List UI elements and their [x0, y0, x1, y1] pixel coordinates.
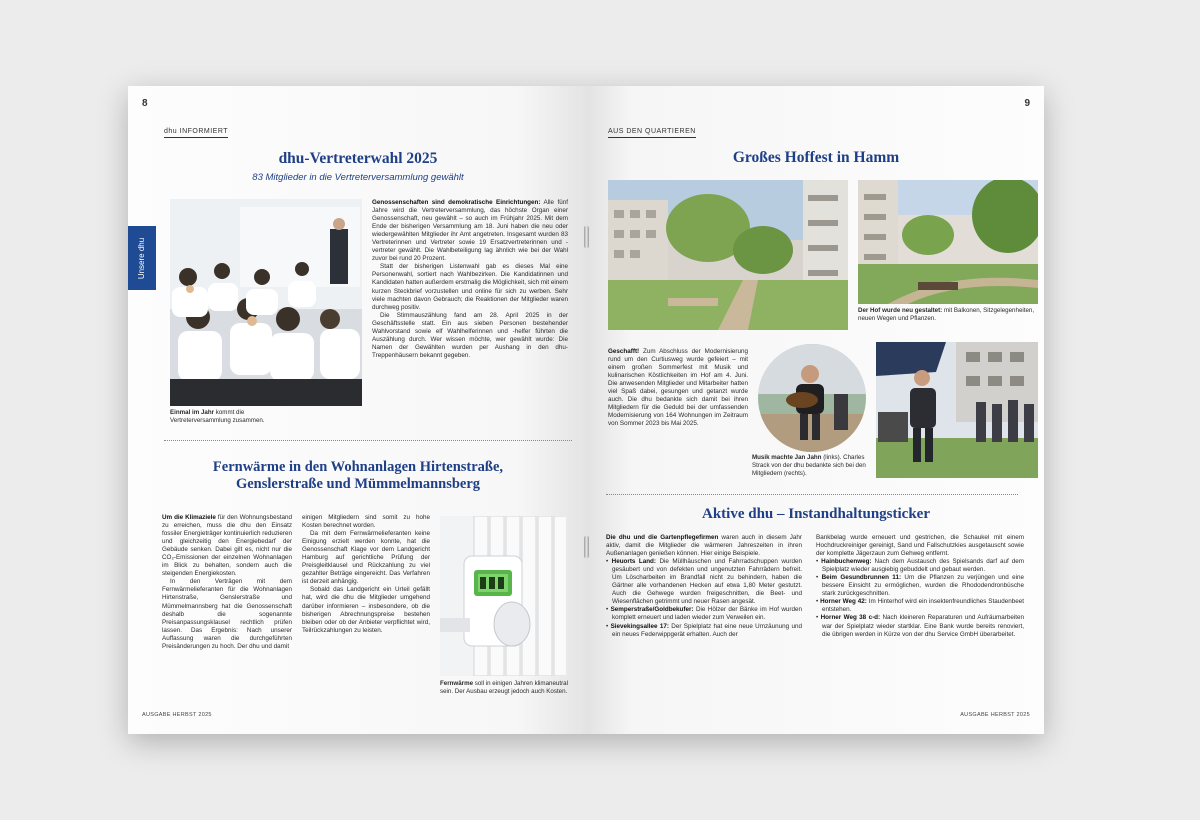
speaker-illustration [876, 342, 1038, 478]
footer-left: AUSGABE HERBST 2025 [142, 712, 212, 718]
article-title-vertreterwahl: dhu-Vertreterwahl 2025 [278, 150, 438, 167]
intro-text-instandhaltung: waren auch in diesem Jahr aktiv, damit die Mitglieder die wärmeren Jahreszeiten in ihren Außenanlagen genießen können. Hier einige Beispiele. [606, 534, 802, 558]
lead-bold-fernwaerme: Um die Klimaziele [162, 514, 216, 521]
courtyard-photo-1 [608, 180, 848, 330]
staple-bottom [584, 536, 589, 558]
list-item-text: Die Hölzer der Bänke im Hof wurden komplett erneuert und laden wieder zum Verweilen ein. [612, 606, 802, 622]
caption-vertreterwahl-text: kommt die Vertreterversammlung zusammen. [170, 409, 265, 424]
paragraph-5-fernwaerme: Sobald das Landgericht ein Urteil gefällt hat, wird die dhu die Mitglieder umgehend darüber informieren – insbesondere, ob die bisherigen Abrechnungspreise bestehen bleiben oder ob der Anbieter verpflichtet wird, Teilrückzahlungen zu leisten. [302, 586, 430, 634]
list-item-text: Um die Pflanzen zu verjüngen und eine bessere Einsicht zu ermöglichen, wurden die Rhododendronbüsche stark zurückgeschnitten. [822, 574, 1024, 598]
article-title-fernwaerme: Fernwärme in den Wohnanlagen Hirtenstraße, Genslerstraße und Mümmelmannsberg [212, 459, 504, 492]
musician-illustration [758, 344, 866, 452]
list-item-title: Horner Weg 38 c-d: [820, 614, 881, 622]
speaker-photo [876, 342, 1038, 478]
list-item-title: Horner Weg 42: [820, 598, 867, 606]
lead-text-fernwaerme: für den Wohnungsbestand zu erreichen, muss die dhu den Einsatz fossiler Energieträger kontinuierlich reduzieren und gleichzeitig den Energiebedarf der Gebäude senken. Dabei gilt es, nicht nur die CO₂-Emissionen der einzelnen Wohnanlagen im Blick zu behalten, sondern auch die steigenden Energiekosten. [162, 514, 292, 578]
caption-hoffest-1-text: mit Balkonen, Sitzgelegenheiten, neuen Wegen und Pflanzen. [858, 307, 1035, 322]
section-divider-left [164, 440, 572, 441]
staple-top [584, 226, 589, 248]
section-label-right: AUS DEN QUARTIEREN [608, 128, 696, 138]
article-title-hoffest: Großes Hoffest in Hamm [732, 149, 900, 166]
ticker-list-left [606, 558, 802, 638]
list-item: • Heuorts Land: Die Müllhäuschen und Fahrradschuppen wurden gesäubert und von defekten und ungenutzten Fahrrädern befreit. Um Löscharbeiten im Brandfall nicht zu behindern, haben die Gärtner alle vorhandenen Hecken auf etwa 1,80 Meter gestutzt. Auch die Gehwege wurden freigeschnitten, die Beet- und Wiesenflächen getrimmt und neuer Rasen angesät. [606, 558, 802, 606]
list-item-title: Beim Gesundbrunnen 11: [821, 574, 902, 582]
intro-bold-instandhaltung: Die dhu und die Gartenpflegefirmen [606, 534, 719, 541]
caption-hoffest-1-bold: Der Hof wurde neu gestaltet: [858, 307, 943, 314]
caption-fernwaerme-bold: Fernwärme [440, 680, 474, 687]
page-number-right: 9 [1024, 98, 1030, 109]
ticker-list-right [816, 558, 1024, 638]
caption-vertreterwahl [170, 409, 300, 425]
article-body-instandhaltung-col2 [816, 534, 1024, 702]
conference-photo [170, 199, 362, 406]
list-item: • Semperstraße/Goldbekufer: Die Hölzer der Bänke im Hof wurden komplett erneuert und laden wieder zum Verweilen ein. [606, 606, 802, 622]
article-body-instandhaltung-col1 [606, 534, 802, 702]
caption-fernwaerme [440, 680, 568, 696]
list-item: • Beim Gesundbrunnen 11: Um die Pflanzen zu verjüngen und eine bessere Einsicht zu ermöglichen, wurden die Rhododendronbüsche stark zurückgeschnitten. [816, 574, 1024, 598]
caption-hoffest-2-text: (links). Charles Strack von der dhu bedankte sich bei den Mitgliedern (rechts). [752, 454, 866, 477]
courtyard-illustration-1 [608, 180, 848, 330]
ticker-continuation: Bankbelag wurde erneuert und gestrichen, die Schaukel mit einem Hochdruckreiniger gereinigt, Sand und Fallschutzkies ausgetauscht sowie der komplette Jägerzaun zum Gehweg entfernt. [816, 534, 1024, 558]
footer-right: AUSGABE HERBST 2025 [960, 712, 1030, 718]
radiator-thermostat-illustration [440, 516, 566, 676]
list-item-title: Semperstraße/Goldbekufer: [610, 606, 694, 614]
list-item-title: Hainbuchenweg: [821, 558, 872, 566]
lead-bold-vertreterwahl: Genossenschaften sind demokratische Einrichtungen: [372, 199, 541, 206]
courtyard-photo-2 [858, 180, 1038, 304]
list-item-text: Im Hinterhof wird ein insektenfreundliches Staudenbeet entstehen. [822, 598, 1024, 614]
caption-vertreterwahl-bold: Einmal im Jahr [170, 409, 215, 416]
paragraph-2-vertreterwahl: Statt der bisherigen Listenwahl gab es dieses Mal eine Personenwahl, sortiert nach Wahlbezirken. Die Kandidatinnen und Kandidaten hatten außerdem erstmalig die Möglichkeit, sich mit einem kurzen Steckbrief vorzustellen und online für sich zu werben. Sehr viele machten davon Gebrauch; die Reaktionen der Mitglieder waren durchweg positiv. [372, 263, 568, 311]
caption-fernwaerme-text: soll in einigen Jahren klimaneutral sein. Der Ausbau erzeugt jedoch auch Kosten. [440, 680, 568, 695]
side-tab-label: Unsere dhu [137, 237, 147, 279]
caption-hoffest-1 [858, 307, 1036, 323]
paragraph-3-fernwaerme: einigen Mitgliedern sind somit zu hohe Kosten berechnet worden. [302, 514, 430, 530]
article-body-vertreterwahl [372, 199, 568, 419]
list-item-title: Sievekingsallee 17: [610, 622, 669, 630]
left-page [128, 86, 586, 734]
list-item-text: Die Müllhäuschen und Fahrradschuppen wurden gesäubert und von defekten und ungenutzten Fahrrädern befreit. Um Löscharbeiten im Brandfall nicht zu behindern, haben die Gärtner alle vorhandenen Hecken auf etwa 1,80 Meter gestutzt. Auch die Gehwege wurden freigeschnitten, die Beet- und Wiesenflächen getrimmt und neuer Rasen angesät. [612, 558, 802, 606]
list-item-text: Nach kleineren Reparaturen und Aufräumarbeiten war der Spielplatz wieder startklar. Eine Bank wurde bereits renoviert, die übrigen werden in Kürze von der dhu Service GmbH überarbeitet. [822, 614, 1024, 638]
paragraph-2-fernwaerme: In den Verträgen mit dem Fernwärmelieferanten für die Wohnanlagen Hirtenstraße, Genslerstraße und Mümmelmannsberg hat die Genossenschaft deshalb die sogenannte Preisanpassungsklausel rechtlich prüfen lassen. Das Ergebnis: Nach unserer Auffassung waren die durchgeführten Preisänderungen zu hoch. Der dhu und damit [162, 578, 292, 650]
magazine-spread [128, 86, 1044, 734]
section-label-left: dhu INFORMIERT [164, 128, 228, 138]
article-subtitle-vertreterwahl: 83 Mitglieder in die Vertreterversammlung gewählt [252, 172, 464, 183]
section-divider-right [606, 494, 1018, 495]
radiator-photo [440, 516, 566, 676]
caption-hoffest-2-bold: Musik machte Jan Jahn [752, 454, 822, 461]
list-item: • Horner Weg 42: Im Hinterhof wird ein insektenfreundliches Staudenbeet entstehen. [816, 598, 1024, 614]
conference-illustration [170, 199, 362, 406]
article-body-fernwaerme-col1 [162, 514, 292, 698]
right-page [586, 86, 1044, 734]
courtyard-illustration-2 [858, 180, 1038, 304]
list-item: • Sievekingsallee 17: Der Spielplatz hat eine neue Umzäunung und ein neues Federwippgerät erhalten. Auch der [606, 622, 802, 638]
body-bold-hoffest: Geschafft! [608, 348, 640, 355]
list-item-text: Nach dem Austausch des Spielsands darf auf dem Spielplatz wieder ausgiebig gebuddelt und gebaut werden. [822, 558, 1024, 574]
paragraph-3-vertreterwahl: Die Stimmauszählung fand am 28. April 2025 in der Geschäftsstelle statt. Ein aus sieben Personen bestehender Wahlvorstand sowie elf Wahlhelferinnen und -helfer führten die Auszählung durch. Wer wissen möchte, wer gewählt wurde: Die Namen der Gewählten wurden per Aushang in den dhu-Treppenhäusern bekannt gegeben. [372, 311, 568, 359]
list-item-text: Der Spielplatz hat eine neue Umzäunung und ein neues Federwippgerät erhalten. Auch der [612, 622, 802, 638]
body-text-hoffest: Zum Abschluss der Modernisierung rund um den Curtiusweg wurde gefeiert – mit einem großen Sommerfest mit Musik und kulinarischen Köstlichkeiten im Hof am 4. Juni. Die anwesenden Mitglieder und Mitarbeiter hatten viel Spaß dabei, gesungen und getanzt wurde auch. Die dhu bedankte sich damit bei ihren Mitgliedern für die Geduld bei der umfassenden Modernisierung von 164 Wohnungen im Zeitraum von Sommer 2023 bis Mai 2025. [608, 348, 748, 428]
list-item-title: Heuorts Land: [611, 558, 657, 566]
article-body-fernwaerme-col2 [302, 514, 430, 698]
side-tab [128, 226, 156, 290]
paragraph-4-fernwaerme: Da mit dem Fernwärmelieferanten keine Einigung erzielt werden konnte, hat die Genossenschaft Klage vor dem Landgericht Hamburg auf gerichtliche Prüfung der Preisgleitklausel und Rückzahlung zu viel gezahlter Beträge eingereicht. Das Verfahren ist derzeit anhängig. [302, 530, 430, 586]
list-item: • Hainbuchenweg: Nach dem Austausch des Spielsands darf auf dem Spielplatz wieder ausgiebig gebuddelt und gebaut werden. [816, 558, 1024, 574]
lead-text-vertreterwahl: Alle fünf Jahre wird die Vertreterversammlung, das höchste Organ einer Genossenschaft, neu gewählt – so auch im Frühjahr 2025. Mit dem Ende der bisherigen Versammlung am 18. Juni haben die neu oder wiedergewählten Mitglieder ihr Amt angetreten. Insgesamt wurden 83 Vertreterinnen und Vertreter sowie 19 Ersatzvertreterinnen und -vertreter gewählt. Die Wahlbeteiligung lag ähnlich wie bei der Wahl zuvor bei rund 20 Prozent. [372, 199, 568, 263]
article-title-instandhaltung: Aktive dhu – Instandhaltungsticker [702, 506, 930, 522]
musician-photo [758, 344, 866, 452]
list-item: • Horner Weg 38 c-d: Nach kleineren Reparaturen und Aufräumarbeiten war der Spielplatz wieder startklar. Eine Bank wurde bereits renoviert, die übrigen werden in Kürze von der dhu Service GmbH überarbeitet. [816, 614, 1024, 638]
caption-hoffest-2 [752, 454, 874, 478]
article-body-hoffest [608, 348, 748, 484]
page-number-left: 8 [142, 98, 148, 109]
